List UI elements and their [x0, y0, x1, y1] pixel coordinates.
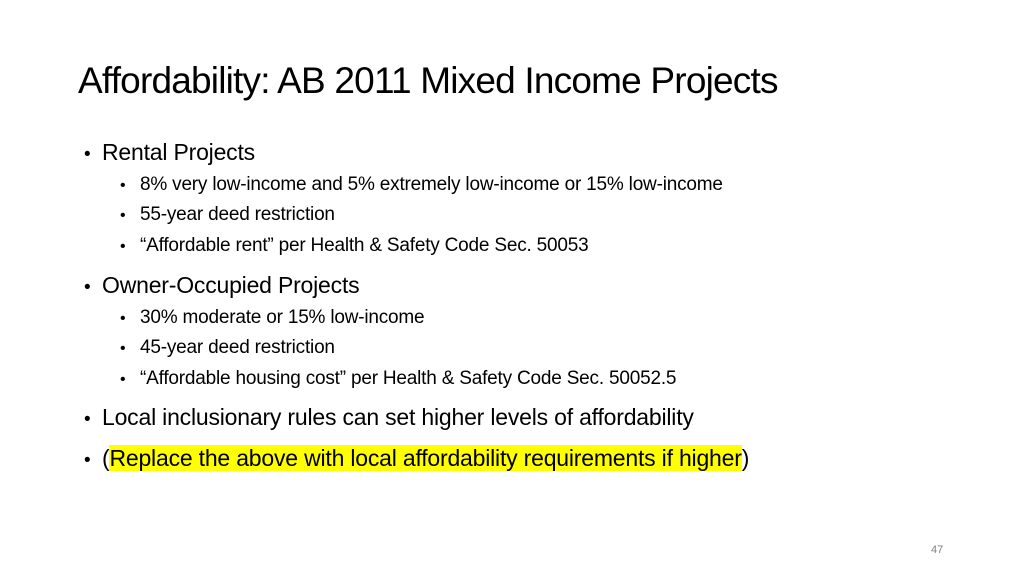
slide-title: Affordability: AB 2011 Mixed Income Projects — [78, 60, 778, 101]
sub-bullet-dot: • — [120, 207, 126, 224]
bullet-text: Rental Projects — [102, 139, 255, 165]
sub-bullet-text: 30% moderate or 15% low-income — [140, 307, 425, 328]
sub-bullet-rental-deed-restriction — [120, 204, 335, 226]
close-paren: ) — [741, 445, 750, 471]
bullet-local-inclusionary-rules — [84, 404, 694, 431]
sub-bullet-dot: • — [120, 310, 126, 327]
bullet-text: Owner-Occupied Projects — [102, 272, 360, 298]
bullet-dot: • — [84, 409, 91, 430]
bullet-dot: • — [84, 144, 91, 165]
bullet-rental-projects — [84, 139, 255, 166]
sub-bullet-text: “Affordable housing cost” per Health & Safety Code Sec. 50052.5 — [140, 368, 677, 389]
bullet-text — [102, 445, 749, 472]
bullet-replace-note — [84, 445, 749, 472]
bullet-dot: • — [84, 277, 91, 298]
page-number: 47 — [931, 544, 944, 556]
sub-bullet-text: “Affordable rent” per Health & Safety Code Sec. 50053 — [140, 235, 589, 256]
sub-bullet-text: 8% very low-income and 5% extremely low-income or 15% low-income — [140, 174, 723, 195]
sub-bullet-text: 55-year deed restriction — [140, 204, 335, 225]
bullet-owner-occupied-projects — [84, 272, 359, 299]
sub-bullet-dot: • — [120, 238, 126, 255]
sub-bullet-dot: • — [120, 177, 126, 194]
sub-bullet-dot: • — [120, 371, 126, 388]
bullet-text: Local inclusionary rules can set higher levels of affordability — [102, 404, 694, 430]
sub-bullet-owner-income-levels — [120, 307, 424, 329]
sub-bullet-dot: • — [120, 340, 126, 357]
sub-bullet-text: 45-year deed restriction — [140, 337, 335, 358]
highlighted-note: Replace the above with local affordability requirements if higher — [109, 445, 742, 471]
sub-bullet-owner-affordable-housing-cost — [120, 368, 676, 390]
sub-bullet-rental-income-levels — [120, 174, 723, 196]
open-paren: ( — [102, 445, 110, 471]
bullet-dot: • — [84, 450, 91, 471]
sub-bullet-rental-affordable-rent — [120, 235, 589, 257]
sub-bullet-owner-deed-restriction — [120, 337, 335, 359]
